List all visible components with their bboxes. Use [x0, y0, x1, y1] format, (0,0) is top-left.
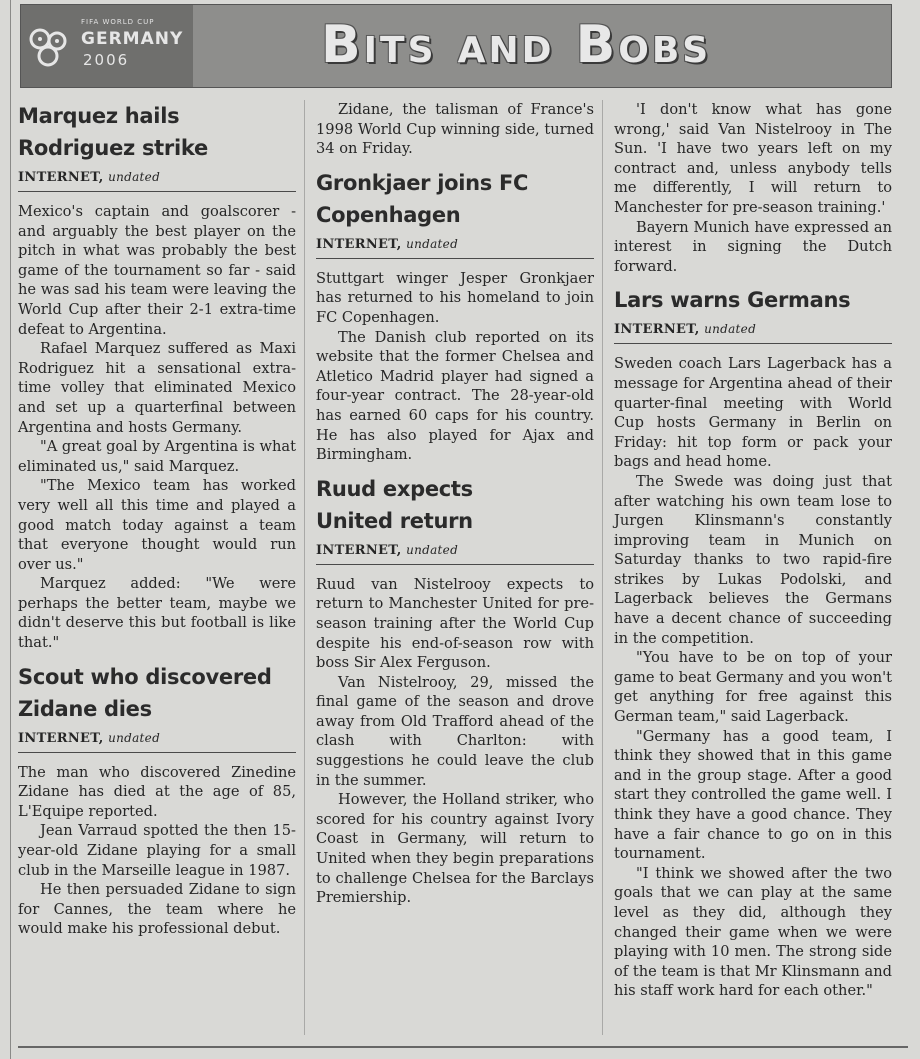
source-label: INTERNET,	[18, 730, 104, 746]
article-paragraph: Ruud van Nistelrooy expects to return to Manchester United for pre-season training after the World Cup despite his end-of-season row with boss Sir Alex Ferguson.	[316, 575, 594, 672]
headline-line: Scout who discovered	[18, 664, 272, 689]
headline-line: Zidane dies	[18, 696, 152, 721]
logo-year-text: 2006	[83, 51, 130, 69]
article-marquez	[18, 100, 296, 653]
article-paragraph: "The Mexico team has worked very well all this time and played a good match today against a team that everyone thought would run over us."	[18, 477, 296, 573]
article-source	[18, 170, 296, 192]
article-scout	[18, 661, 296, 939]
article-source	[614, 322, 892, 344]
article-paragraph: Stuttgart winger Jesper Gronkjaer has returned to his homeland to join FC Copenhagen.	[316, 269, 594, 326]
article-paragraph: "Germany has a good team, I think they showed that in this game and in the group stage. After a good start they controlled the game well. I think they have a good chance. They have a fair chance to go on in this tournament.	[614, 727, 892, 863]
source-label: INTERNET,	[18, 170, 104, 185]
source-date: undated	[406, 542, 459, 557]
column-divider	[304, 100, 305, 1035]
article-paragraph: 'I don't know what has gone wrong,' said Van Nistelrooy in The Sun. 'I have two years left on my contract and, unless anybody tells me differently, I will return to Manchester for pre-season training.'	[614, 101, 892, 216]
source-label: INTERNET,	[316, 542, 402, 558]
article-paragraph: Sweden coach Lars Lagerback has a message for Argentina ahead of their quarter-final meeting with World Cup hosts Germany in Berlin on Friday: hit top form or pack your bags and head home.	[614, 355, 892, 471]
article-paragraph: "A great goal by Argentina is what eliminated us," said Marquez.	[18, 438, 296, 475]
article-paragraph: Van Nistelrooy, 29, missed the final game of the season and drove away from Old Trafford ahead of the clash with Charlton: with suggestions he could leave the club in the summer.	[316, 673, 594, 789]
article-paragraph: Bayern Munich have expressed an interest in signing the Dutch forward.	[614, 218, 892, 275]
column-divider	[602, 100, 603, 1035]
page-edge	[10, 0, 11, 1059]
source-date: undated	[108, 170, 161, 184]
article-paragraph: The man who discovered Zinedine Zidane has died at the age of 85, L'Equipe reported.	[18, 763, 296, 820]
headline-line: Copenhagen	[316, 202, 461, 227]
article-paragraph: Marquez added: "We were perhaps the better team, maybe we didn't deserve this but football is like that."	[18, 575, 296, 652]
article-paragraph: Zidane, the talisman of France's 1998 World Cup winning side, turned 34 on Friday.	[316, 101, 594, 158]
world-cup-emblem-icon	[27, 25, 71, 69]
source-label: INTERNET,	[614, 322, 700, 338]
logo-fifa-text: FIFA WORLD CUP	[81, 18, 155, 26]
masthead-banner	[20, 4, 892, 88]
headline-line: Ruud expects	[316, 476, 473, 501]
article-paragraph: Mexico's captain and goalscorer - and arguably the best player on the pitch in what was probably the best game of the tournament so far - said he was sad his team were leaving the World Cup after their 2-1 extra-time defeat to Argentina.	[18, 203, 296, 338]
article-source	[18, 731, 296, 753]
column-3	[614, 100, 892, 1001]
article-paragraph: However, the Holland striker, who scored for his country against Ivory Coast in Germany, will return to United when they begin preparations to challenge Chelsea for the Barclays Premiership.	[316, 791, 594, 907]
column-1	[18, 100, 296, 939]
article-gronkjaer	[316, 167, 594, 465]
article-paragraph: Rafael Marquez suffered as Maxi Rodriguez hit a sensational extra-time volley that eliminated Mexico and set up a quarterfinal between Argentina and hosts Germany.	[18, 340, 296, 436]
source-label: INTERNET,	[316, 236, 402, 252]
column-2	[316, 100, 594, 908]
article-ruud	[316, 473, 594, 908]
article-source	[316, 543, 594, 565]
article-paragraph: "You have to be on top of your game to beat Germany and you won't get anything for free against this German team," said Lagerback.	[614, 649, 892, 726]
source-date: undated	[108, 730, 161, 745]
headline-line: Lars warns Germans	[614, 288, 851, 313]
article-lars	[614, 284, 892, 1001]
headline-line: Marquez hails	[18, 104, 180, 128]
logo-country-text: GERMANY	[81, 29, 184, 49]
article-paragraph: Jean Varraud spotted the then 15-year-old Zidane playing for a small club in the Marseille league in 1987.	[18, 822, 296, 879]
source-date: undated	[704, 322, 757, 337]
article-paragraph: "I think we showed after the two goals that we can play at the same level as they did, although they changed their game when we were playing with 10 men. The strong side of the team is that Mr Klinsmann and his staff work hard for each other."	[614, 864, 892, 1000]
page-title: Bits and Bobs	[321, 15, 712, 75]
headline-line: Gronkjaer joins FC	[316, 170, 529, 195]
headline-line: Rodriguez strike	[18, 136, 208, 160]
world-cup-logo	[21, 5, 193, 87]
article-paragraph: The Swede was doing just that after watching his own team lose to Jurgen Klinsmann's constantly improving team in Munich on Saturday thanks to two rapid-fire strikes by Lukas Podolski, and Lagerback believes the Germans have a decent chance of succeeding in the competition.	[614, 472, 892, 647]
article-paragraph: He then persuaded Zidane to sign for Cannes, the team where he would make his professional debut.	[18, 881, 296, 938]
source-date: undated	[406, 236, 459, 251]
article-paragraph: The Danish club reported on its website that the former Chelsea and Atletico Madrid player had signed a four-year contract. The 28-year-old has earned 60 caps for his country. He has also played for Ajax and Birmingham.	[316, 328, 594, 464]
bottom-rule	[18, 1046, 908, 1048]
article-source	[316, 237, 594, 259]
headline-line: United return	[316, 508, 473, 533]
